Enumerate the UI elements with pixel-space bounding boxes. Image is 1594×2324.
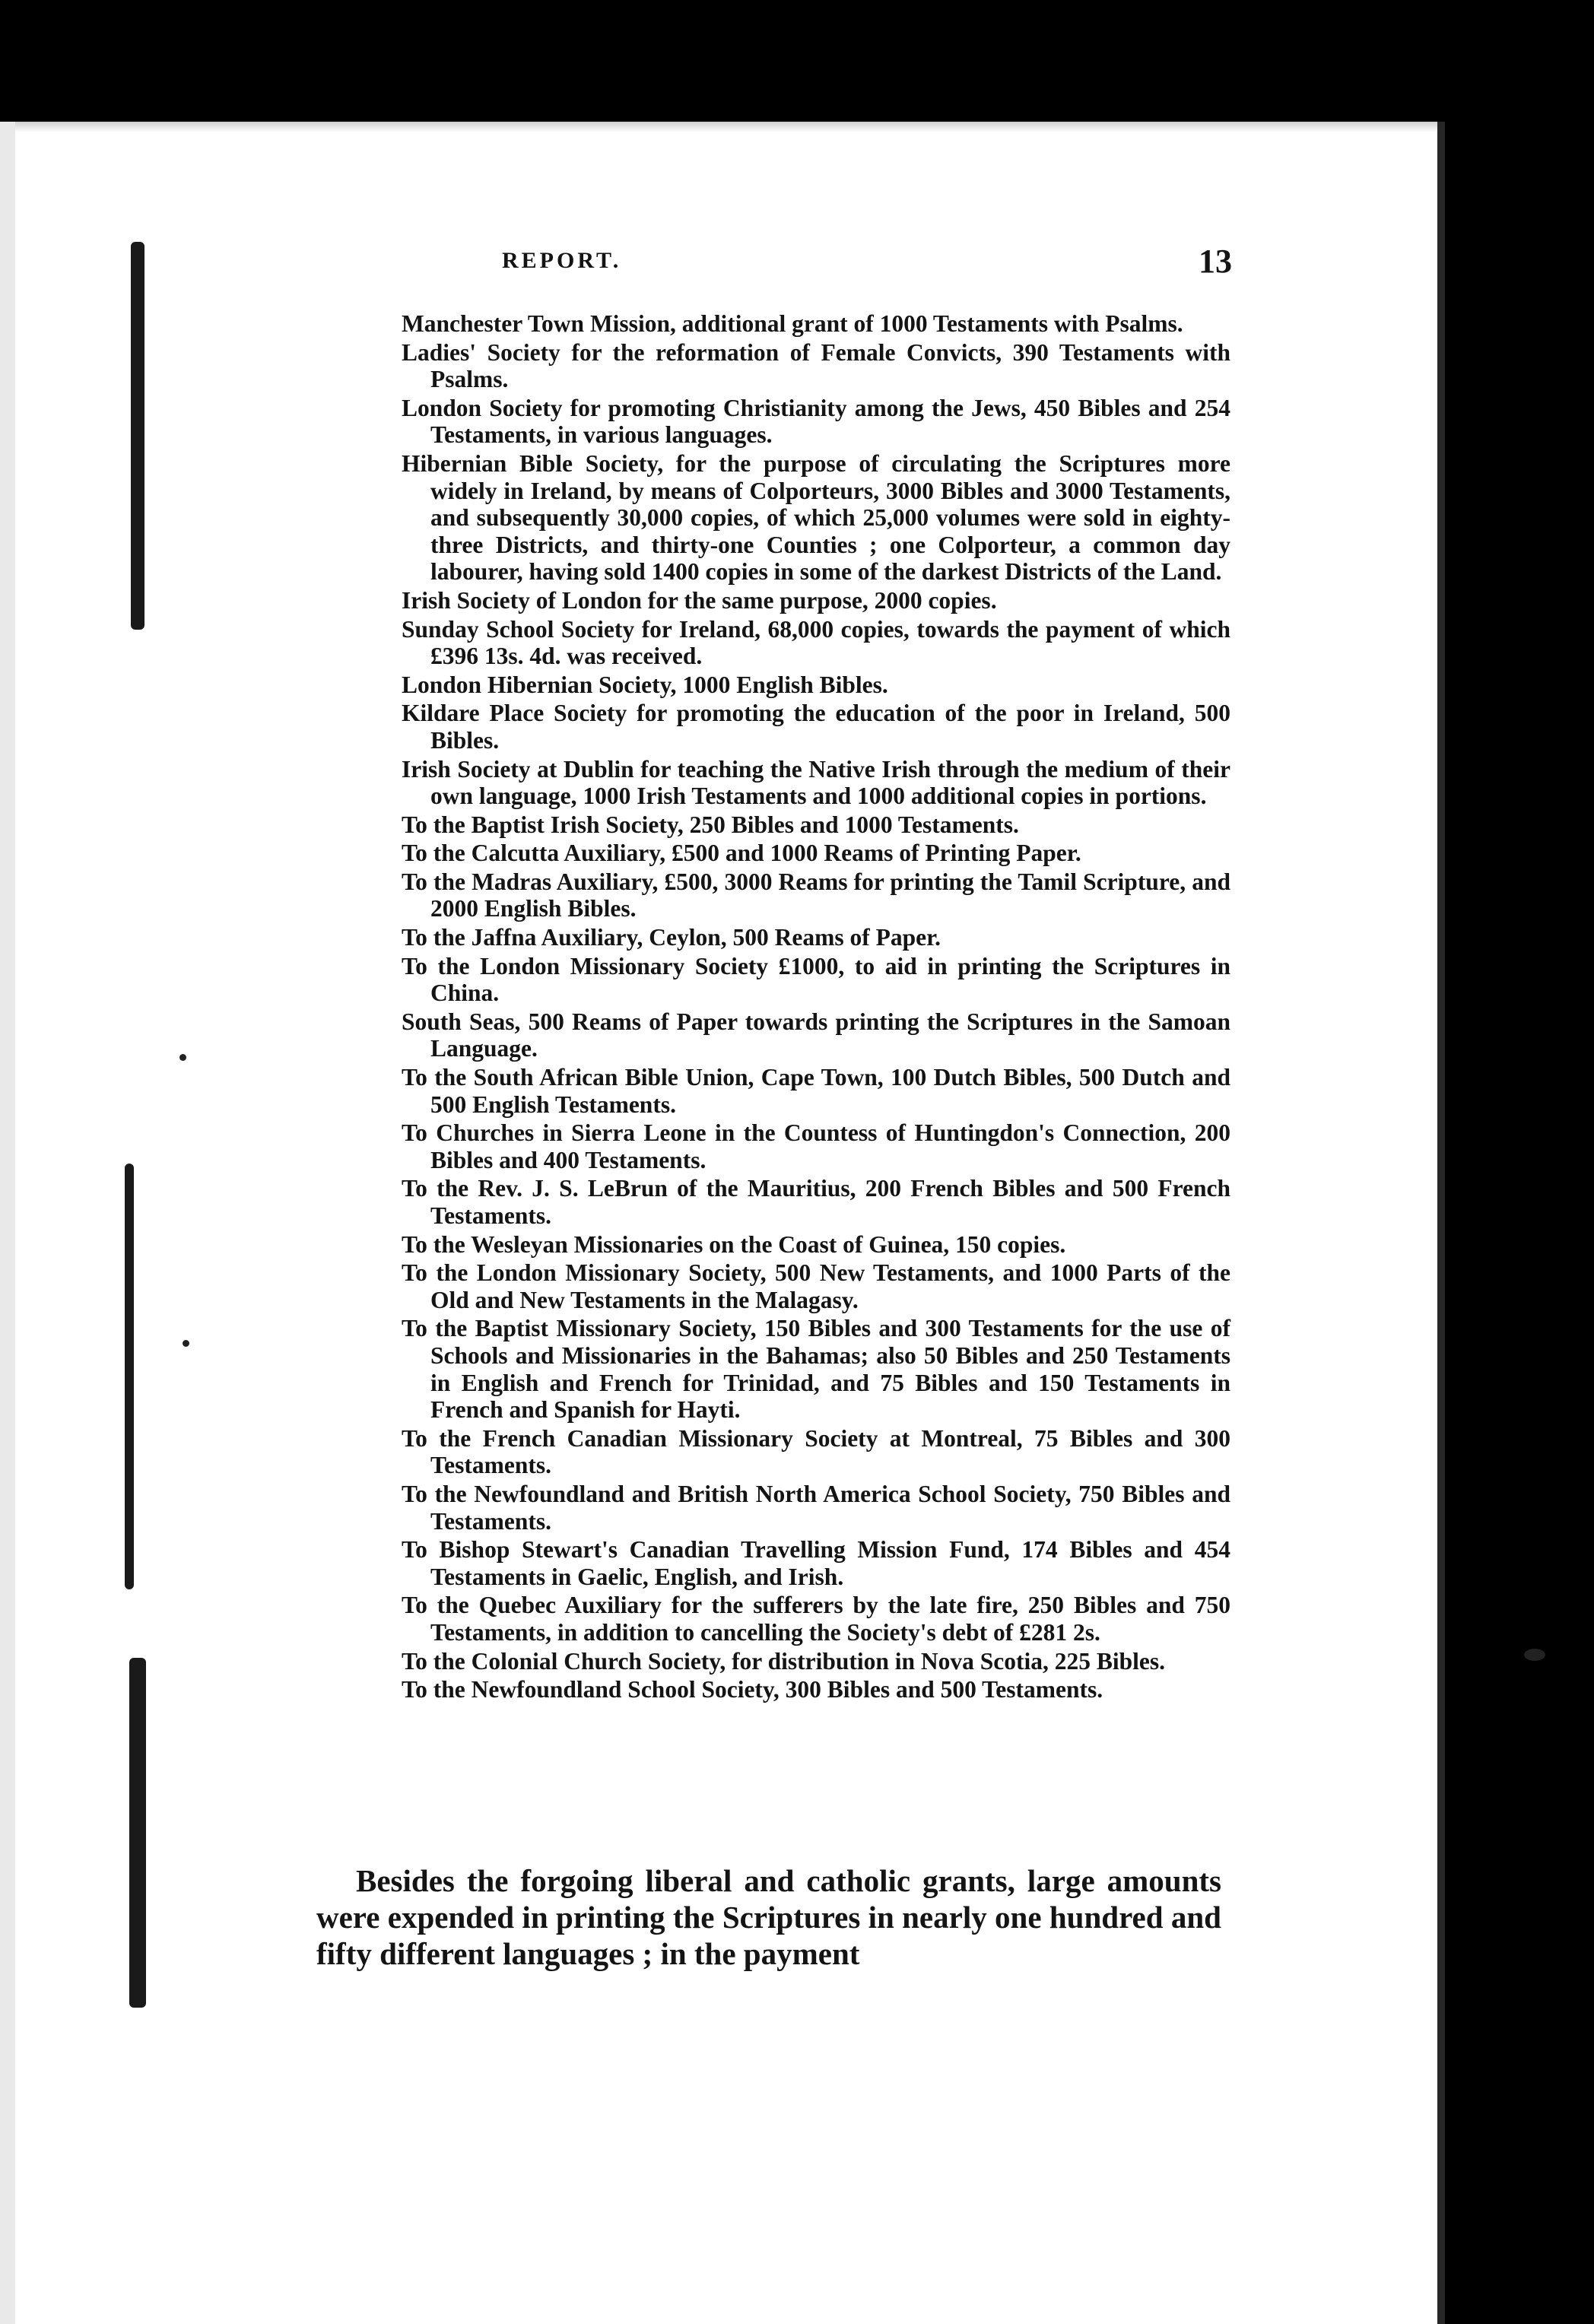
grant-entry: Kildare Place Society for promoting the education of the poor in Ireland, 500 Bibles. [402,700,1230,754]
grant-entry: To the Jaffna Auxiliary, Ceylon, 500 Reams of Paper. [402,924,941,951]
grant-entry: London Hibernian Society, 1000 English Bibles. [402,671,888,698]
grant-entry: To the Baptist Missionary Society, 150 Bibles and 300 Testaments for the use of Schools and Missionaries in the Bahamas; also 50 Bibles and 250 Testaments in English and French for Trinidad, and 75 Bibles and 150 Testaments in French and Spanish for Hayti. [402,1315,1230,1424]
grant-entry: London Society for promoting Christianity among the Jews, 450 Bibles and 254 Testaments, in various languages. [402,394,1230,449]
page-top-shadow [15,122,1437,132]
grant-entry: To the Calcutta Auxiliary, £500 and 1000 Reams of Printing Paper. [402,840,1081,867]
binding-stitch-middle [125,1164,134,1589]
grant-entry: To the Wesleyan Missionaries on the Coast of Guinea, 150 copies. [402,1230,1066,1258]
grant-entry: To the London Missionary Society £1000, to aid in printing the Scriptures in China. [402,952,1230,1007]
scan-top-border [0,0,1594,122]
closing-paragraph: Besides the forgoing liberal and catholic grants, large amounts were expended in printing the Scriptures in nearly one hundred and fifty different languages ; in the payment [316,1863,1221,1971]
grant-entry: Manchester Town Mission, additional grant of 1000 Testaments with Psalms. [402,310,1183,337]
page-number: 13 [1199,243,1232,280]
scan-speck [1524,1649,1545,1661]
grant-entry: To Bishop Stewart's Canadian Travelling Mission Fund, 174 Bibles and 454 Testaments in Gaelic, English, and Irish. [402,1536,1230,1590]
page-right-edge [1437,122,1445,2324]
binding-hole-mark [183,1340,189,1347]
grant-entry: Irish Society at Dublin for teaching the Native Irish through the medium of their own language, 1000 Irish Testaments and 1000 additional copies in portions. [402,755,1230,810]
grant-entry: Irish Society of London for the same purpose, 2000 copies. [402,586,997,614]
grant-entry: To the Colonial Church Society, for distribution in Nova Scotia, 225 Bibles. [402,1647,1166,1675]
binding-hole-mark [179,1054,186,1061]
grant-entry: To the Baptist Irish Society, 250 Bibles and 1000 Testaments. [402,811,1019,838]
grant-entry: To the London Missionary Society, 500 New Testaments, and 1000 Parts of the Old and New Testaments in the Malagasy. [402,1259,1230,1313]
grant-entry: To the Madras Auxiliary, £500, 3000 Reams for printing the Tamil Scripture, and 2000 English Bibles. [402,868,1230,922]
facing-page-edge [0,122,15,2324]
grant-entry: To Churches in Sierra Leone in the Countess of Huntingdon's Connection, 200 Bibles and 400 Testaments. [402,1119,1230,1173]
binding-stitch-bottom [129,1658,146,2008]
binding-stitch-top [131,242,144,630]
grant-entry: To the Newfoundland School Society, 300 Bibles and 500 Testaments. [402,1676,1103,1703]
grant-entry: To the South African Bible Union, Cape Town, 100 Dutch Bibles, 500 Dutch and 500 English Testaments. [402,1064,1230,1118]
grant-entry: To the French Canadian Missionary Society at Montreal, 75 Bibles and 300 Testaments. [402,1424,1230,1479]
scan-right-border [1445,122,1594,2324]
grant-entry: Hibernian Bible Society, for the purpose of circulating the Scriptures more widely in Ireland, by means of Colporteurs, 3000 Bibles and 3000 Testaments, and subsequently 30,000 copies, of which 25,000 volumes were sold in eighty-three Districts, and thirty-one Counties ; one Colporteur, a common day labourer, having sold 1400 copies in some of the darkest Districts of the Land. [402,449,1230,586]
grant-entry: To the Rev. J. S. LeBrun of the Mauritius, 200 French Bibles and 500 French Testaments. [402,1175,1230,1229]
grants-list [402,310,1230,1705]
grant-entry: Ladies' Society for the reformation of Female Convicts, 390 Testaments with Psalms. [402,338,1230,393]
grant-entry: To the Quebec Auxiliary for the sufferers by the late fire, 250 Bibles and 750 Testaments, in addition to cancelling the Society's debt of £281 2s. [402,1592,1230,1646]
grant-entry: Sunday School Society for Ireland, 68,000 copies, towards the payment of which £396 13s. 4d. was received. [402,615,1230,670]
page-header [395,242,1232,287]
running-head: REPORT. [502,248,622,273]
grant-entry: To the Newfoundland and British North America School Society, 750 Bibles and Testaments. [402,1480,1230,1535]
grant-entry: South Seas, 500 Reams of Paper towards printing the Scriptures in the Samoan Language. [402,1008,1230,1062]
